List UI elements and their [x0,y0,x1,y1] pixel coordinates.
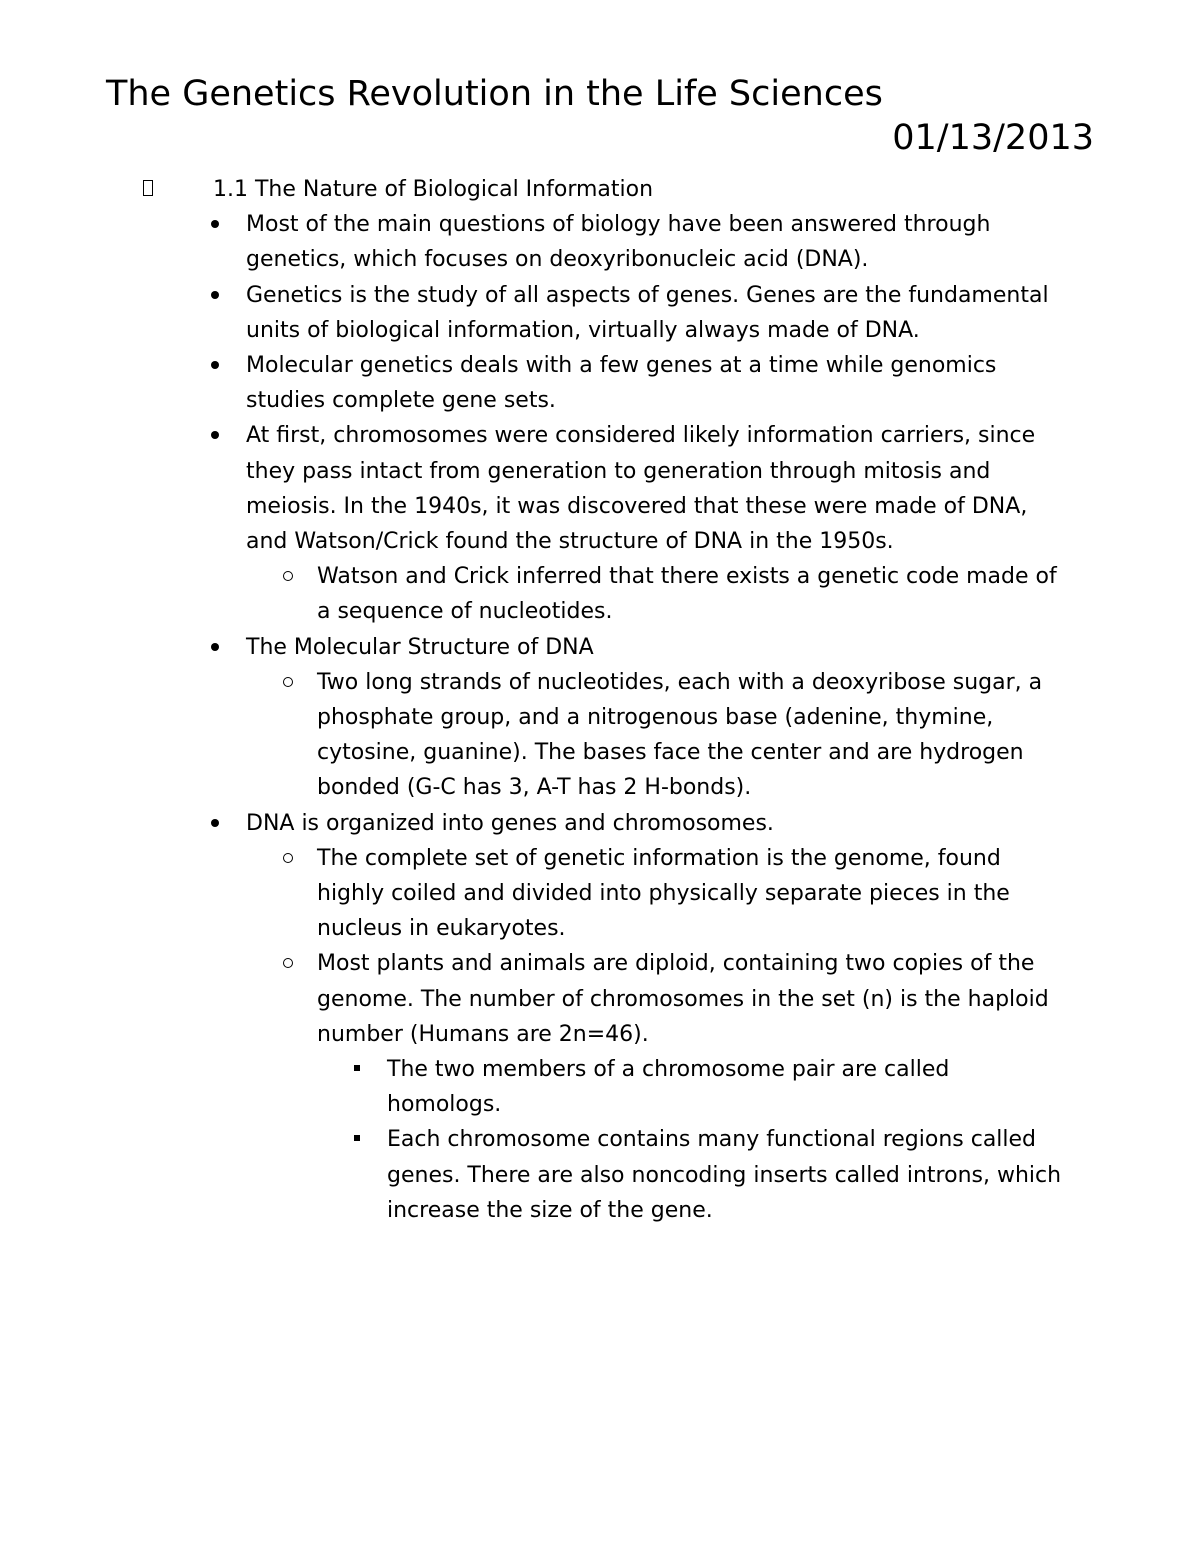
list-item-text: At first, chromosomes were considered likely information carriers, since they pass intact from generation to generation through mitosis and meiosis. In the 1940s, it was discovered that these were made of DNA, and Watson/Crick found the structure of DNA in the 1950s. [246,423,1036,555]
sub-sub-list-item-text: The two members of a chromosome pair are called homologs. [387,1057,950,1118]
list-item-text: Most of the main questions of biology have been answered through genetics, which focuses on deoxyribonucleic acid (DNA). [246,212,991,273]
sub-list-item-text: Watson and Crick inferred that there exists a genetic code made of a sequence of nucleotides. [317,564,1057,625]
outline-heading [0,172,1063,207]
circle-bullet-icon [283,853,293,863]
list-item-text: Genetics is the study of all aspects of genes. Genes are the fundamental units of biological information, virtually always made of DNA. [246,282,1049,343]
sub-list-item-text: The complete set of genetic information is the genome, found highly coiled and divided into physically separate pieces in the nucleus in eukaryotes. [317,845,1010,942]
list-item [0,418,1066,559]
bullet-icon [211,431,219,439]
sub-list-item [0,559,1067,629]
square-bullet-icon [354,1065,360,1071]
document-date: 01/13/2013 [892,118,1094,158]
list-item [0,806,1066,841]
bullet-icon [211,361,219,369]
notes-outline [0,172,1200,1228]
sub-sub-list-item [0,1052,1067,1122]
outline-heading-text: 1.1 The Nature of Biological Information [213,177,654,202]
sub-list-item [0,841,1067,947]
box-glyph-icon [143,180,153,196]
list-item-text: DNA is organized into genes and chromosomes. [246,810,774,836]
sub-list-item [0,665,1067,806]
sub-list-item-text: Two long strands of nucleotides, each with a deoxyribose sugar, a phosphate group, and a nitrogenous base (adenine, thymine, cytosine, guanine). The bases face the center and are hydrogen bonded (G-C has 3, A-T has 2 H-bonds). [317,669,1043,801]
list-item [0,278,1066,348]
square-bullet-icon [354,1135,360,1141]
sub-sub-list-item-text: Each chromosome contains many functional regions called genes. There are also noncoding inserts called introns, which increase the size of the gene. [387,1127,1062,1223]
circle-bullet-icon [283,571,293,581]
circle-bullet-icon [283,677,293,687]
sub-list-item-text: Most plants and animals are diploid, containing two copies of the genome. The number of chromosomes in the set (n) is the haploid number (Humans are 2n=46). [317,951,1049,1047]
bullet-icon [211,291,219,299]
bullet-icon [211,220,219,228]
document-title: The Genetics Revolution in the Life Sciences [106,74,883,114]
circle-bullet-icon [283,958,293,968]
bullet-icon [211,819,219,827]
list-item [0,348,1066,418]
list-item-text: The Molecular Structure of DNA [246,634,594,660]
list-item-text: Molecular genetics deals with a few genes at a time while genomics studies complete gene sets. [246,353,997,414]
bullet-icon [211,643,219,651]
list-item [0,207,1066,277]
sub-sub-list-item [0,1122,1067,1228]
sub-list-item [0,946,1067,1052]
list-item [0,630,1066,665]
